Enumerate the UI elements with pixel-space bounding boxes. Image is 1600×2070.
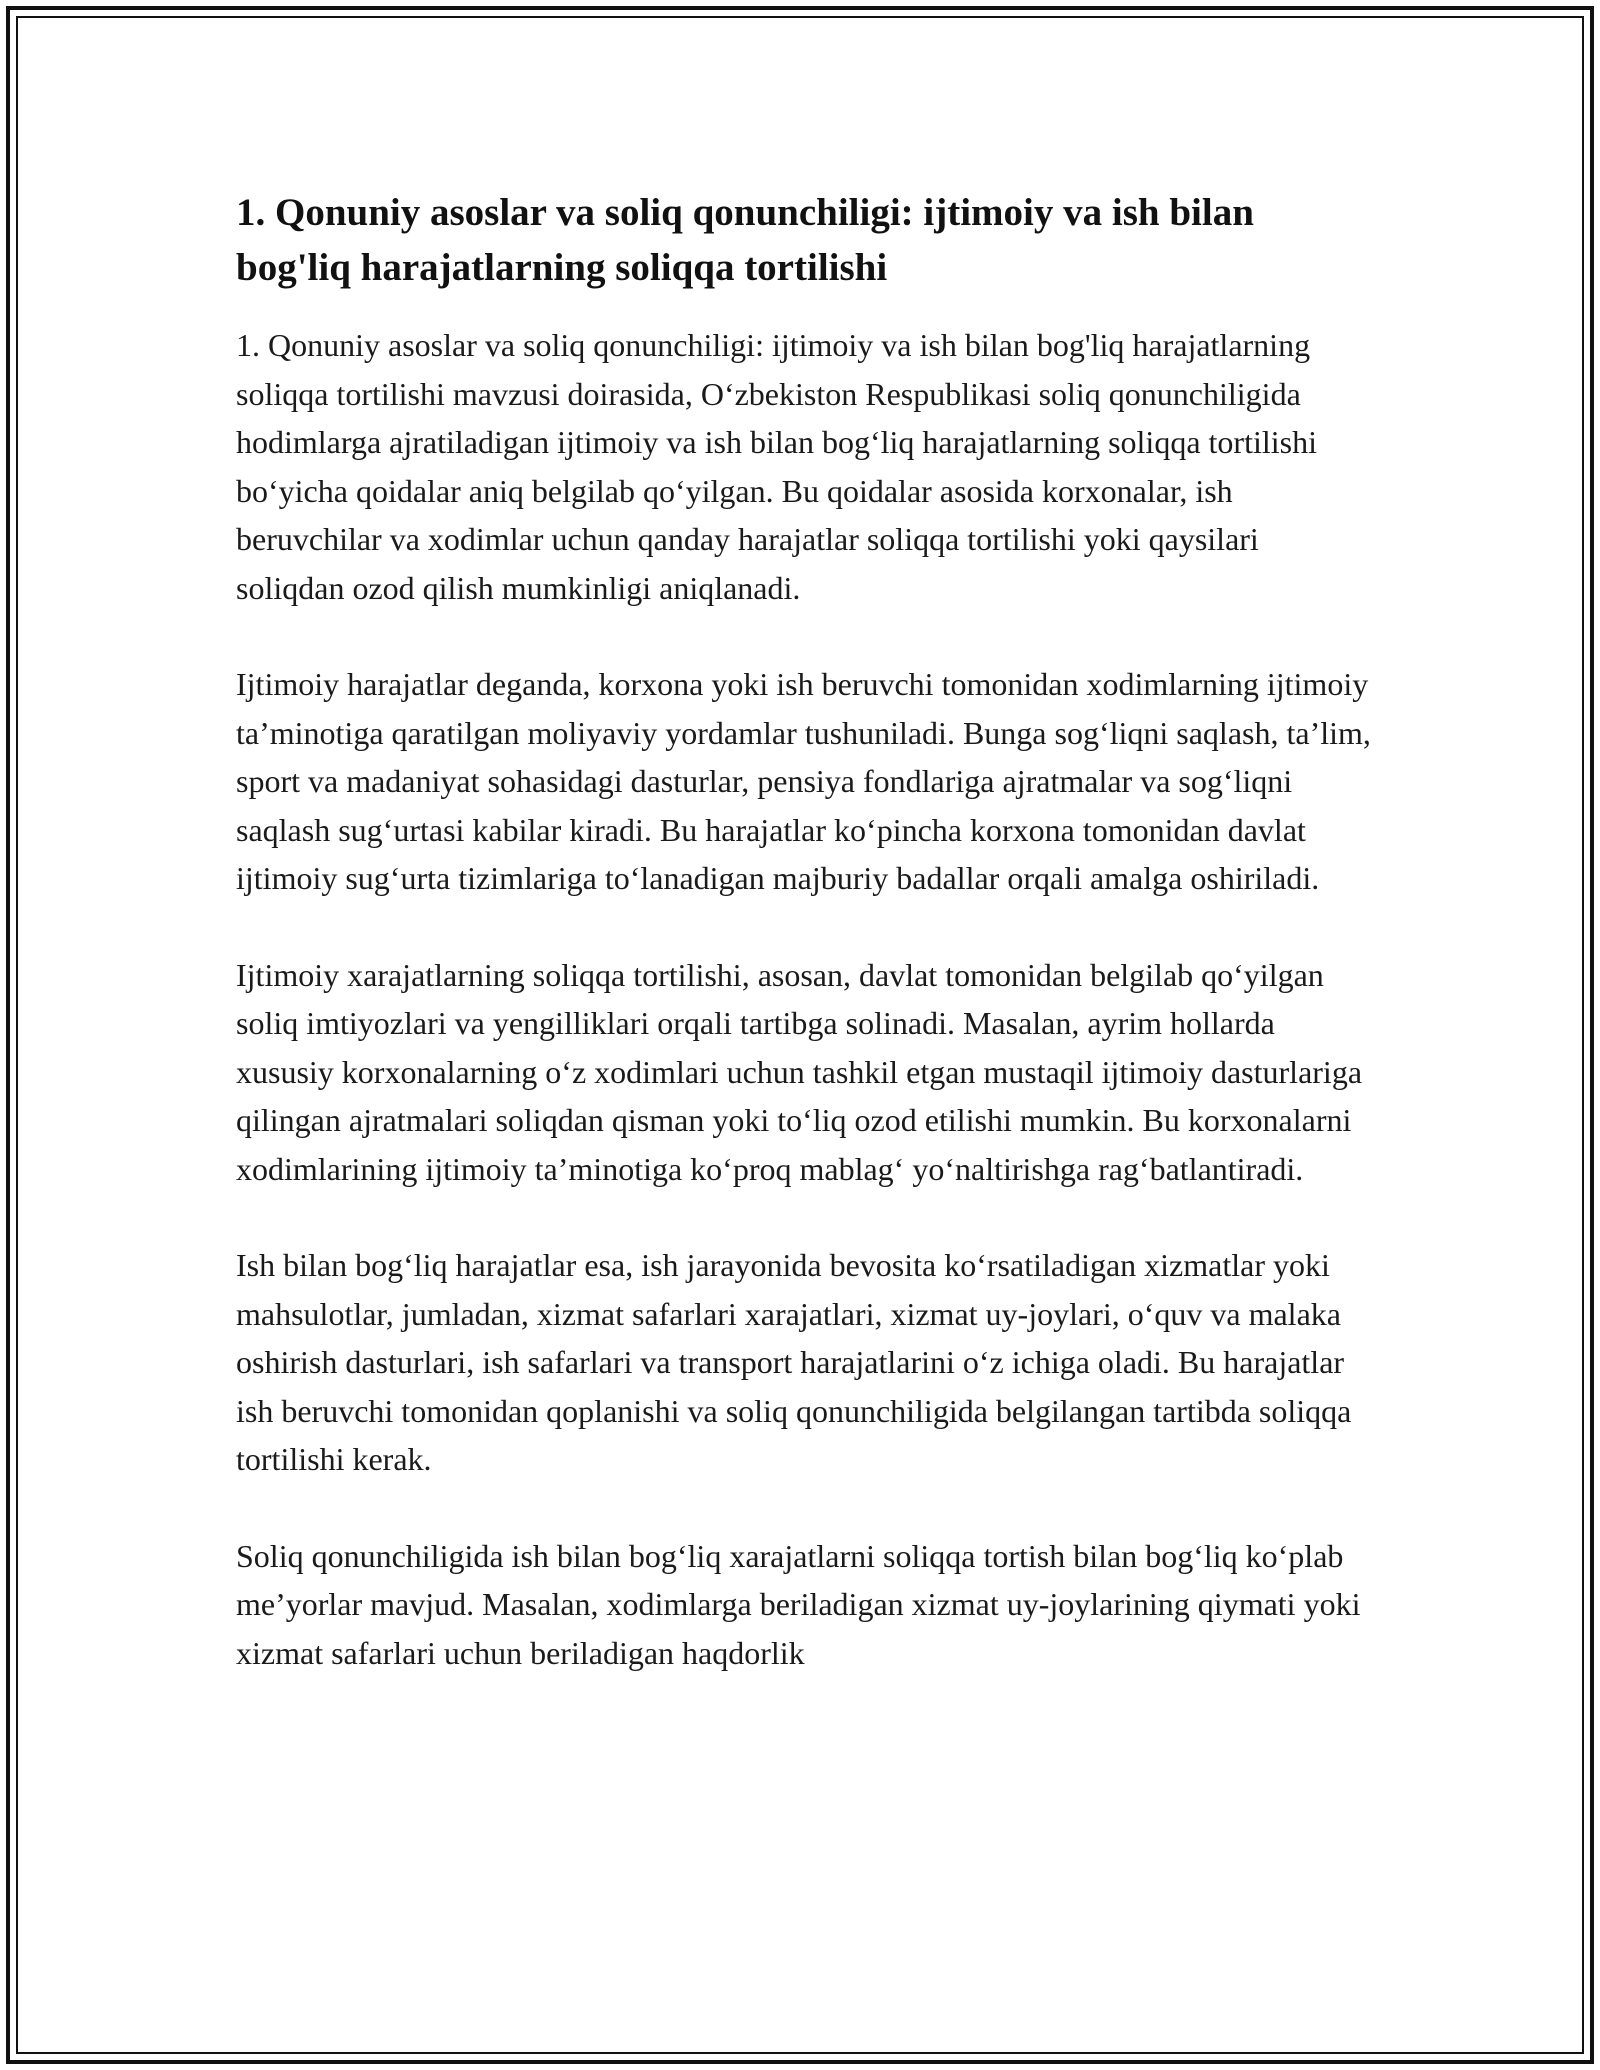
paragraph-4: Ish bilan bog‘liq harajatlar esa, ish jarayonida bevosita ko‘rsatiladigan xizmatlar yoki mahsulotlar, jumladan, xizmat safarlari xarajatlari, xizmat uy-joylari, o‘quv va malaka oshirish dasturlari, ish safarlari va transport harajatlarini o‘z ichiga oladi. Bu harajatlar ish beruvchi tomonidan qoplanishi va soliq qonunchiligida belgilangan tartibda soliqqa tortilishi kerak. (236, 1247, 1352, 1477)
paragraph-3: Ijtimoiy xarajatlarning soliqqa tortilishi, asosan, davlat tomonidan belgilab qo‘yilgan soliq imtiyozlari va yengilliklari orqali tartibga solinadi. Masalan, ayrim hollarda xususiy korxonalarning o‘z xodimlari uchun tashkil etgan mustaqil ijtimoiy dasturlariga qilingan ajratmalari soliqdan qisman yoki to‘liq ozod etilishi mumkin. Bu korxonalarni xodimlarining ijtimoiy ta’minotiga ko‘proq mablag‘ yo‘naltirishga rag‘batlantiradi. (236, 956, 1363, 1187)
document-page (236, 185, 1371, 1725)
paragraph-1: 1. Qonuniy asoslar va soliq qonunchiligi: ijtimoiy va ish bilan bog'liq harajatlarning soliqqa tortilishi mavzusi doirasida, O‘zbekiston Respublikasi soliq qonunchiligida hodimlarga ajratiladigan ijtimoiy va ish bilan bog‘liq harajatlarning soliqqa tortilishi bo‘yicha qoidalar aniq belgilab qo‘yilgan. Bu qoidalar asosida korxonalar, ish beruvchilar va xodimlar uchun qanday harajatlar soliqqa tortilishi yoki qaysilari soliqdan ozod qilish mumkinligi aniqlanadi. (236, 327, 1317, 606)
paragraph-5: Soliq qonunchiligida ish bilan bog‘liq xarajatlarni soliqqa tortish bilan bog‘liq ko‘plab me’yorlar mavjud. Masalan, xodimlarga beriladigan xizmat uy-joylarining qiymati yoki xizmat safarlari uchun beriladigan haqdorlik (236, 1537, 1361, 1671)
document-title: 1. Qonuniy asoslar va soliq qonunchiligi: ijtimoiy va ish bilan bog'liq harajatlarning soliqqa tortilishi (236, 191, 1254, 289)
paragraph-2: Ijtimoiy harajatlar deganda, korxona yoki ish beruvchi tomonidan xodimlarning ijtimoiy ta’minotiga qaratilgan moliyaviy yordamlar tushuniladi. Bunga sog‘liqni saqlash, ta’lim, sport va madaniyat sohasidagi dasturlar, pensiya fondlariga ajratmalar va sog‘liqni saqlash sug‘urtasi kabilar kiradi. Bu harajatlar ko‘pincha korxona tomonidan davlat ijtimoiy sug‘urta tizimlariga to‘lanadigan majburiy badallar orqali amalga oshiriladi. (236, 666, 1371, 896)
